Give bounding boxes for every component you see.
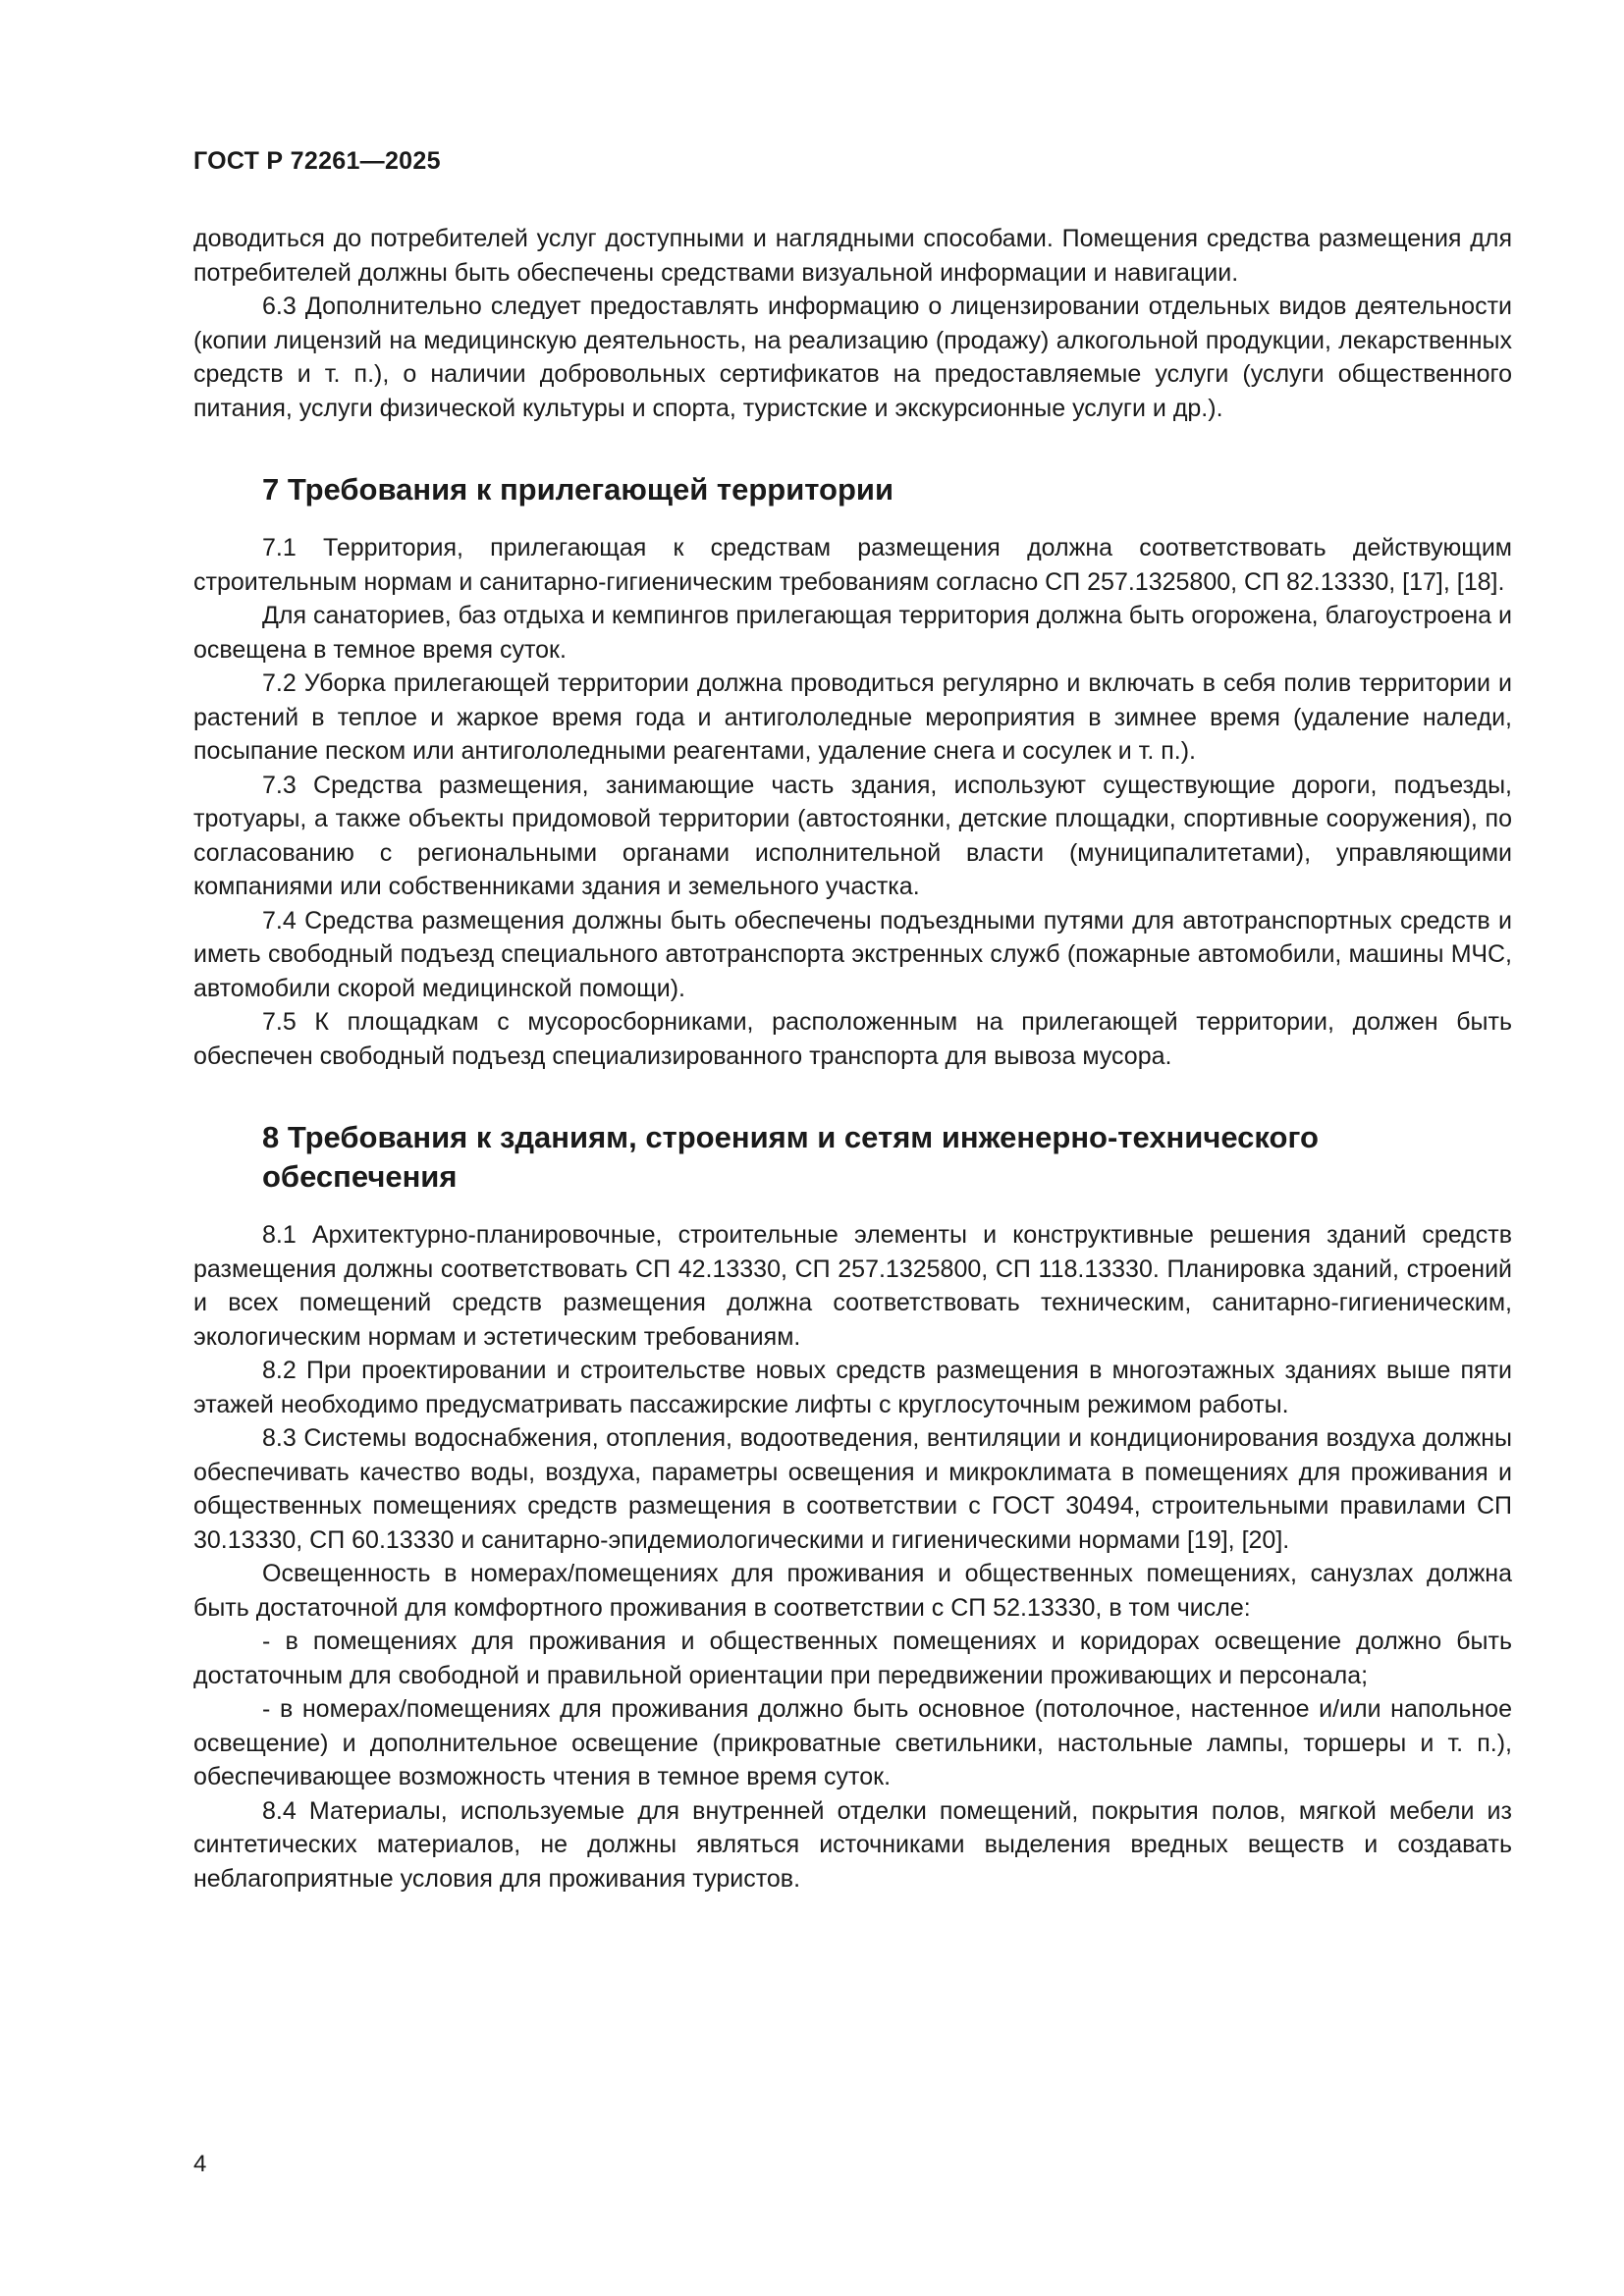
list-item-lighting-common: - в помещениях для проживания и общественных помещениях и коридорах освещение должно быть достаточным для свободной и правильной ориентации при передвижении проживающих и персонала;	[193, 1628, 1512, 1689]
paragraph-7-1: 7.1 Территория, прилегающая к средствам размещения должна соответствовать действующим строительным нормам и санитарно-гигиеническим требованиям согласно СП 257.1325800, СП 82.13330, [17], [18].	[193, 534, 1512, 596]
document-page	[193, 0, 1512, 2296]
paragraph-7-4: 7.4 Средства размещения должны быть обеспечены подъездными путями для автотранспортных средств и иметь свободный подъезд специального автотранспорта экстренных служб (пожарные автомобили, машины МЧС, автомобили скорой медицинской помощи).	[193, 906, 1512, 1002]
document-header: ГОСТ Р 72261—2025	[193, 147, 441, 175]
paragraph-8-1: 8.1 Архитектурно-планировочные, строительные элементы и конструктивные решения зданий средств размещения должны соответствовать СП 42.13330, СП 257.1325800, СП 118.13330. Планировка зданий, строений и всех помещений средств размещения должна соответствовать техническим, санитарно-гигиеническим, экологическим нормам и эстетическим требованиям.	[193, 1221, 1512, 1351]
section-8-heading-line1: 8 Требования к зданиям, строениям и сетям инженерно-технического	[262, 1120, 1319, 1154]
paragraph-6-3: 6.3 Дополнительно следует предоставлять информацию о лицензировании отдельных видов деятельности (копии лицензий на медицинскую деятельность, на реализацию (продажу) алкогольной продукции, лекарственных средств и т. п.), о наличии добровольных сертификатов на предоставляемые услуги (услуги общественного питания, услуги физической культуры и спорта, туристские и экскурсионные услуги и др.).	[193, 293, 1512, 422]
section-8-heading	[193, 1118, 1512, 1197]
paragraph-8-3: 8.3 Системы водоснабжения, отопления, водоотведения, вентиляции и кондиционирования воздуха должны обеспечивать качество воды, воздуха, параметры освещения и микроклимата в помещениях для проживания и общественных помещениях средств размещения в соответствии с ГОСТ 30494, строительными правилами СП 30.13330, СП 60.13330 и санитарно-эпидемиологическими и гигиеническими нормами [19], [20].	[193, 1424, 1512, 1554]
page-number: 4	[193, 2151, 207, 2177]
paragraph-7-1-sanatoriums: Для санаториев, баз отдыха и кемпингов прилегающая территория должна быть огорожена, благоустроена и освещена в темное время суток.	[193, 602, 1512, 664]
paragraph-8-4: 8.4 Материалы, используемые для внутренней отделки помещений, покрытия полов, мягкой мебели из синтетических материалов, не должны являться источниками выделения вредных веществ и создавать неблагоприятные условия для проживания туристов.	[193, 1796, 1512, 1893]
section-8-heading-line2: обеспечения	[262, 1159, 458, 1194]
section-7-heading: 7 Требования к прилегающей территории	[262, 472, 894, 507]
paragraph-7-5: 7.5 К площадкам с мусоросборниками, расположенным на прилегающей территории, должен быть обеспечен свободный подъезд специализированного транспорта для вывоза мусора.	[193, 1008, 1512, 1070]
list-item-lighting-rooms: - в номерах/помещениях для проживания должно быть основное (потолочное, настенное и/или напольное освещение) и дополнительное освещение (прикроватные светильники, настольные лампы, торшеры и т. п.), обеспечивающее возможность чтения в темное время суток.	[193, 1695, 1512, 1790]
intro-paragraph-continuation: доводиться до потребителей услуг доступными и наглядными способами. Помещения средства размещения для потребителей должны быть обеспечены средствами визуальной информации и навигации.	[193, 225, 1512, 287]
document-body	[193, 222, 1512, 1896]
paragraph-7-3: 7.3 Средства размещения, занимающие часть здания, используют существующие дороги, подъезды, тротуары, а также объекты придомовой территории (автостоянки, детские площадки, спортивные сооружения), по согласованию с региональными органами исполнительной власти (муниципалитетами), управляющими компаниями или собственниками здания и земельного участка.	[193, 771, 1512, 900]
paragraph-8-2: 8.2 При проектировании и строительстве новых средств размещения в многоэтажных зданиях выше пяти этажей необходимо предусматривать пассажирские лифты с круглосуточным режимом работы.	[193, 1357, 1512, 1418]
paragraph-8-3-lighting: Освещенность в номерах/помещениях для проживания и общественных помещениях, санузлах должна быть достаточной для комфортного проживания в соответствии с СП 52.13330, в том числе:	[193, 1560, 1512, 1622]
paragraph-7-2: 7.2 Уборка прилегающей территории должна проводиться регулярно и включать в себя полив территории и растений в теплое и жаркое время года и антигололедные мероприятия в зимнее время (удаление наледи, посыпание песком или антигололедными реагентами, удаление снега и сосулек и т. п.).	[193, 669, 1512, 765]
